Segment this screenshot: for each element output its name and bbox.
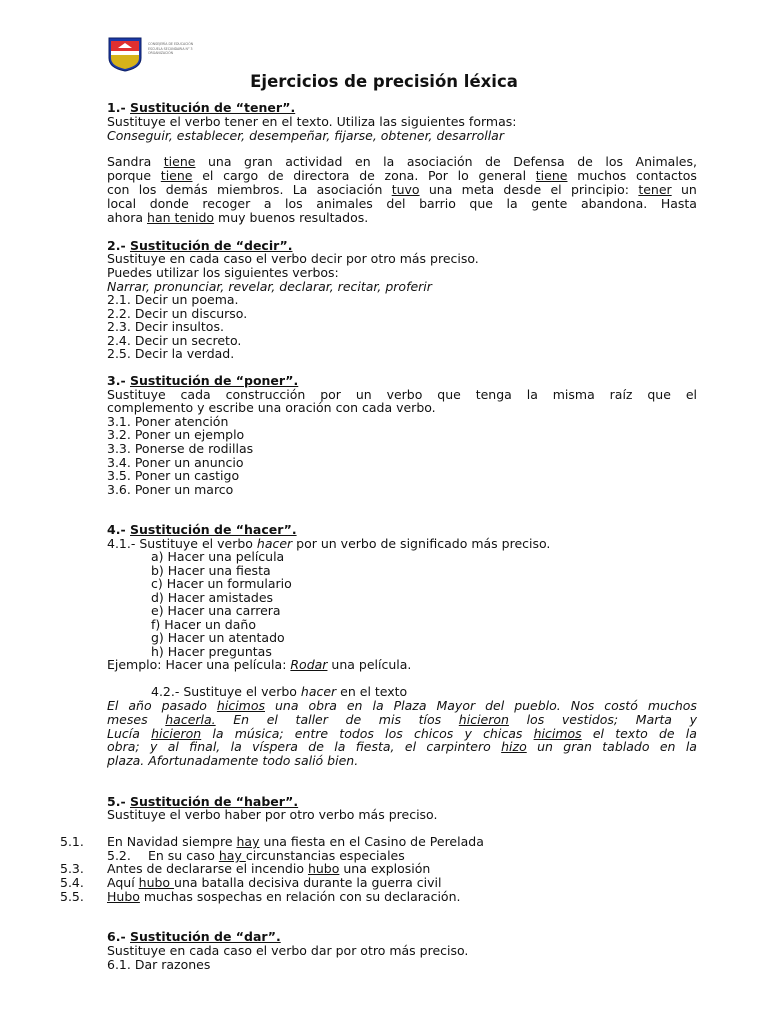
- word: la: [506, 196, 518, 211]
- section-number: 4.-: [107, 522, 130, 537]
- word: principio:: [570, 182, 630, 197]
- word: Plaza: [393, 698, 427, 713]
- section-number: 2.-: [107, 238, 130, 253]
- word: los: [138, 182, 157, 197]
- paragraph-line: [107, 183, 697, 197]
- section-2-verbs: Narrar, pronunciar, revelar, declarar, recitar, proferir: [107, 279, 432, 294]
- list-item: 2.2. Decir un discurso.: [107, 306, 248, 321]
- word: local: [107, 196, 137, 211]
- word: en: [355, 154, 371, 169]
- list-item: c) Hacer un formulario: [151, 576, 292, 591]
- list-item: [107, 876, 441, 890]
- word: al: [167, 739, 179, 754]
- word: los: [285, 196, 303, 211]
- word: de: [658, 726, 675, 741]
- word: la: [383, 154, 395, 169]
- word: animales: [316, 196, 373, 211]
- word: Sustituye: [107, 387, 166, 402]
- word: Sandra: [107, 154, 152, 169]
- word: lo: [457, 168, 469, 183]
- list-item: [107, 862, 430, 876]
- word: a: [263, 196, 272, 211]
- text: una batalla decisiva durante la guerra civil: [174, 875, 442, 890]
- word: que: [437, 387, 461, 402]
- underlined-word: hicieron: [151, 726, 202, 741]
- word: de: [485, 154, 501, 169]
- word: de: [359, 168, 375, 183]
- section-number: 1.-: [107, 100, 130, 115]
- section-4-heading: [107, 523, 297, 537]
- word: que: [647, 387, 671, 402]
- word: El: [107, 698, 119, 713]
- text: circunstancias especiales: [245, 848, 405, 863]
- paragraph-line: [107, 740, 697, 754]
- text: una fiesta en el Casino de Perelada: [259, 834, 484, 849]
- word: chicas: [483, 726, 523, 741]
- section-1-heading: [107, 101, 295, 115]
- section-title: Sustitución de “decir”.: [130, 238, 293, 253]
- underlined-word: hay: [236, 834, 260, 849]
- word: pueblo.: [514, 698, 561, 713]
- text: 4.1.- Sustituye el verbo: [107, 536, 257, 551]
- underlined-word: Hubo: [107, 889, 140, 904]
- section-title: Sustitución de “hacer”.: [130, 522, 297, 537]
- word: Por: [428, 168, 448, 183]
- word: muchos: [647, 698, 697, 713]
- paragraph-line: [107, 155, 697, 169]
- word: una: [428, 182, 453, 197]
- word: de: [345, 712, 362, 727]
- word: Lucía: [107, 726, 140, 741]
- word: el: [550, 182, 562, 197]
- subsection-4-2-instruction: [151, 685, 407, 699]
- section-5-instruction: Sustituye el verbo haber por otro verbo más preciso.: [107, 807, 438, 822]
- list-item: 2.1. Decir un poema.: [107, 292, 239, 307]
- word: actividad: [285, 154, 343, 169]
- word: de: [577, 154, 593, 169]
- section-title: Sustitución de “tener”.: [130, 100, 296, 115]
- list-item: a) Hacer una película: [151, 549, 285, 564]
- word: Mayor: [436, 698, 476, 713]
- word: final,: [189, 739, 221, 754]
- list-item: 3.4. Poner un anuncio: [107, 455, 244, 470]
- text: En Navidad siempre: [107, 834, 237, 849]
- word: el: [685, 387, 697, 402]
- word: Nos: [570, 698, 595, 713]
- word: año: [128, 698, 152, 713]
- underlined-word: hizo: [501, 739, 527, 754]
- example-line: [107, 658, 411, 672]
- list-item: b) Hacer una fiesta: [151, 563, 271, 578]
- word: Animales,: [635, 154, 697, 169]
- list-item: 6.1. Dar razones: [107, 957, 211, 972]
- word: los: [385, 726, 403, 741]
- word: la: [685, 726, 697, 741]
- word: gente: [531, 196, 568, 211]
- list-item: 3.6. Poner un marco: [107, 482, 234, 497]
- list-item: e) Hacer una carrera: [151, 603, 281, 618]
- page-title: Ejercicios de precisión léxica: [250, 72, 518, 91]
- word: gran: [244, 154, 273, 169]
- word: cargo: [223, 168, 259, 183]
- institution-name: [148, 42, 220, 56]
- word: La: [292, 182, 308, 197]
- word: Hasta: [660, 196, 697, 211]
- word: raíz: [609, 387, 633, 402]
- paragraph-line: [107, 169, 697, 183]
- word: entre: [294, 726, 329, 741]
- word: carpintero: [426, 739, 491, 754]
- word: asociación: [406, 154, 473, 169]
- text: muchas sospechas en relación con su declaración.: [139, 889, 461, 904]
- word: zona.: [384, 168, 419, 183]
- underlined-word: Rodar: [290, 657, 328, 672]
- word: del: [386, 196, 406, 211]
- underlined-word: tiene: [163, 154, 196, 169]
- paragraph-line: [107, 713, 697, 727]
- word: la: [685, 739, 697, 754]
- word: gran: [563, 739, 592, 754]
- word: asociación: [316, 182, 383, 197]
- word: contactos: [636, 168, 697, 183]
- underlined-word: hubo: [307, 861, 340, 876]
- word: muchos: [577, 168, 627, 183]
- list-item-number: 5.4.: [60, 875, 84, 890]
- word: obra;: [107, 739, 140, 754]
- word: recoger: [202, 196, 251, 211]
- word: en: [659, 739, 676, 754]
- word: que: [469, 196, 493, 211]
- list-item: 2.5. Decir la verdad.: [107, 346, 235, 361]
- underlined-word: hay: [218, 848, 246, 863]
- paragraph-line: [107, 211, 368, 225]
- word: la: [230, 739, 242, 754]
- underlined-word: tiene: [160, 168, 193, 183]
- word: directora: [293, 168, 350, 183]
- underlined-word: hicimos: [533, 726, 582, 741]
- word: el: [202, 168, 214, 183]
- word: una: [207, 154, 232, 169]
- list-item: [107, 835, 484, 849]
- word: vestidos;: [561, 712, 619, 727]
- list-item-number: 5.2.: [107, 848, 131, 863]
- word: la: [372, 698, 384, 713]
- word: la: [212, 726, 224, 741]
- word: del: [485, 698, 505, 713]
- word: construcción: [225, 387, 306, 402]
- word: mis: [378, 712, 401, 727]
- list-item: 2.4. Decir un secreto.: [107, 333, 242, 348]
- word: y: [689, 712, 697, 727]
- section-3-instruction: complemento y escribe una oración con cada verbo.: [107, 400, 436, 415]
- text: en el texto: [336, 684, 408, 699]
- list-item-number: 5.5.: [60, 889, 84, 904]
- section-number: 6.-: [107, 929, 130, 944]
- word: meses: [107, 712, 148, 727]
- word: la: [526, 387, 538, 402]
- section-title: Sustitución de “dar”.: [130, 929, 281, 944]
- section-1-forms: Conseguir, establecer, desempeñar, fijarse, obtener, desarrollar: [107, 128, 504, 143]
- word: demás: [165, 182, 208, 197]
- italic-word: hacer: [300, 684, 337, 699]
- word: y: [464, 726, 472, 741]
- word: los: [605, 154, 624, 169]
- word: tenga: [475, 387, 512, 402]
- word: general: [478, 168, 527, 183]
- list-item: 2.3. Decir insultos.: [107, 319, 224, 334]
- school-logo: [108, 36, 218, 72]
- institution-line: ESCUELA SECUNDARIA N° 3: [148, 46, 193, 51]
- list-item: 3.1. Poner atención: [107, 414, 229, 429]
- section-title: Sustitución de “haber”.: [130, 794, 299, 809]
- word: desde: [503, 182, 542, 197]
- section-2-instruction: Sustituye en cada caso el verbo decir por otro más preciso.: [107, 251, 479, 266]
- underlined-word: tener: [638, 182, 672, 197]
- section-3-heading: [107, 374, 298, 388]
- section-title: Sustitución de “poner”.: [130, 373, 299, 388]
- word: cada: [180, 387, 211, 402]
- word: un: [680, 182, 697, 197]
- text: En su caso: [148, 848, 219, 863]
- word: de: [267, 168, 284, 183]
- list-item-number: 5.3.: [60, 861, 84, 876]
- word: música;: [234, 726, 284, 741]
- word: el: [404, 739, 417, 754]
- word: por: [320, 387, 341, 402]
- word: tíos: [418, 712, 442, 727]
- list-item: 3.2. Poner un ejemplo: [107, 427, 245, 442]
- word: obra: [308, 698, 337, 713]
- underlined-word: tiene: [535, 168, 568, 183]
- word: texto: [615, 726, 648, 741]
- list-item: d) Hacer amistades: [151, 590, 274, 605]
- list-item: g) Hacer un atentado: [151, 630, 285, 645]
- underlined-word: hacerla.: [165, 712, 216, 727]
- word: En: [233, 712, 250, 727]
- word: Marta: [635, 712, 672, 727]
- word: con: [107, 182, 130, 197]
- word: tablado: [602, 739, 650, 754]
- word: taller: [295, 712, 328, 727]
- word: un: [355, 387, 372, 402]
- word: meta: [461, 182, 495, 197]
- underlined-word: hicieron: [458, 712, 509, 727]
- word: porque: [107, 168, 152, 183]
- section-1-instruction: Sustituye el verbo tener en el texto. Utiliza las siguientes formas:: [107, 114, 517, 129]
- paragraph-line: [107, 197, 697, 211]
- text: Aquí: [107, 875, 139, 890]
- text: una explosión: [339, 861, 431, 876]
- word: la: [334, 739, 346, 754]
- list-item: 3.5. Poner un castigo: [107, 468, 240, 483]
- word: víspera: [252, 739, 298, 754]
- section-number: 5.-: [107, 794, 130, 809]
- text: muy buenos resultados.: [214, 210, 369, 225]
- underlined-word: han tenido: [147, 210, 215, 225]
- word: los: [526, 712, 545, 727]
- institution-line: ORGANIZACIÓN: [148, 51, 174, 55]
- text: 4.2.- Sustituye el verbo: [151, 684, 301, 699]
- word: y: [149, 739, 158, 754]
- section-number: 3.-: [107, 373, 130, 388]
- text: ahora: [107, 210, 148, 225]
- school-crest-icon: [108, 36, 142, 72]
- word: el: [592, 726, 605, 741]
- word: misma: [552, 387, 595, 402]
- list-item: 3.3. Ponerse de rodillas: [107, 441, 254, 456]
- word: abandona.: [580, 196, 648, 211]
- list-item: f) Hacer un daño: [151, 617, 256, 632]
- word: verbo: [386, 387, 423, 402]
- institution-line: CONSEJERÍA DE EDUCACIÓN: [148, 42, 194, 46]
- paragraph-line: plaza. Afortunadamente todo salió bien.: [107, 753, 359, 768]
- word: donde: [149, 196, 189, 211]
- section-6-heading: [107, 930, 281, 944]
- text: por un verbo de significado más preciso.: [292, 536, 551, 551]
- list-item-number: 5.1.: [60, 834, 84, 849]
- word: en: [346, 698, 363, 713]
- section-2-instruction: Puedes utilizar los siguientes verbos:: [107, 265, 339, 280]
- word: pasado: [161, 698, 207, 713]
- underlined-word: hubo: [138, 875, 175, 890]
- underlined-word: tuvo: [391, 182, 420, 197]
- paragraph-line: [107, 699, 697, 713]
- word: un: [537, 739, 553, 754]
- word: el: [266, 712, 278, 727]
- word: Defensa: [513, 154, 565, 169]
- list-item: h) Hacer preguntas: [151, 644, 272, 659]
- text: Ejemplo: Hacer una película:: [107, 657, 291, 672]
- word: una: [274, 698, 299, 713]
- word: todos: [339, 726, 374, 741]
- word: costó: [604, 698, 638, 713]
- word: miembros.: [216, 182, 284, 197]
- word: fiesta,: [355, 739, 395, 754]
- underlined-word: hicimos: [216, 698, 265, 713]
- section-6-instruction: Sustituye en cada caso el verbo dar por otro más preciso.: [107, 943, 469, 958]
- word: barrio: [419, 196, 456, 211]
- list-item: [107, 890, 460, 904]
- text: Antes de declararse el incendio: [107, 861, 308, 876]
- word: chicos: [413, 726, 454, 741]
- italic-word: hacer: [256, 536, 293, 551]
- text: una película.: [327, 657, 412, 672]
- word: de: [308, 739, 324, 754]
